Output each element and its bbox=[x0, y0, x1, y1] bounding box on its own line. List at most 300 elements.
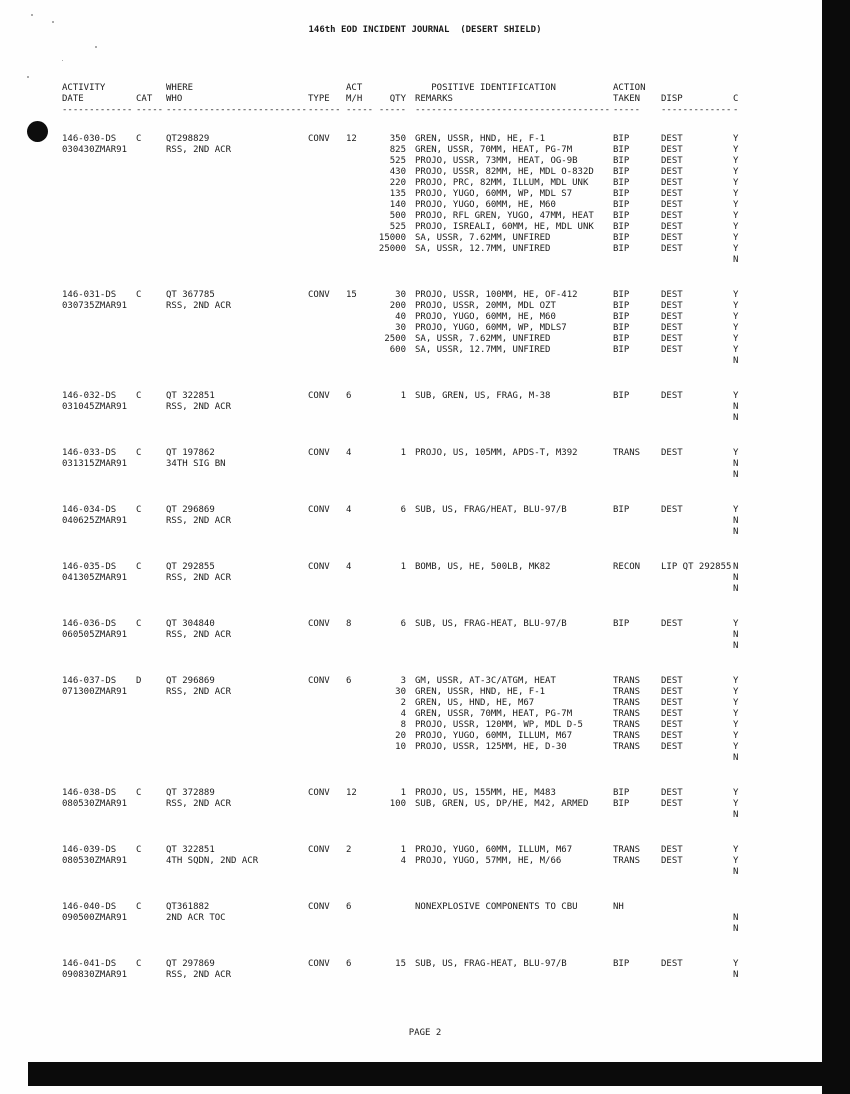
cell-mh bbox=[346, 233, 376, 244]
cell-taken: BIP bbox=[613, 134, 630, 144]
cell-date: 146-040-DS bbox=[62, 902, 117, 912]
cell-c: Y bbox=[733, 200, 739, 210]
cell-type bbox=[308, 459, 346, 470]
cell-remarks: PROJO, USSR, 125MM, HE, D-30 bbox=[415, 742, 567, 752]
cell-cat bbox=[136, 630, 166, 641]
cell-type bbox=[308, 244, 346, 255]
cell-disp: DEST bbox=[661, 290, 683, 300]
cell-c: Y bbox=[733, 156, 739, 166]
cell-disp: DEST bbox=[661, 312, 683, 322]
cell-who: RSS, 2ND ACR bbox=[166, 687, 232, 697]
cell-date bbox=[62, 810, 136, 821]
cell-c: Y bbox=[733, 233, 739, 243]
cell-mh bbox=[346, 200, 376, 211]
cell-disp: DEST bbox=[661, 856, 683, 866]
cell-c: Y bbox=[733, 856, 739, 866]
cell-cat bbox=[136, 799, 166, 810]
cell-remarks bbox=[406, 924, 613, 935]
cell-taken: BIP bbox=[613, 345, 630, 355]
cell-disp bbox=[661, 584, 733, 595]
cell-type: CONV bbox=[308, 959, 330, 969]
journal-row bbox=[62, 630, 762, 641]
journal-row bbox=[62, 573, 762, 584]
cell-c: N bbox=[733, 402, 739, 412]
cell-remarks: REMARKS bbox=[415, 94, 453, 104]
cell-who: RSS, 2ND ACR bbox=[166, 402, 232, 412]
cell-mh bbox=[346, 301, 376, 312]
cell-date bbox=[62, 255, 136, 266]
cell-taken: TRANS bbox=[613, 698, 641, 708]
cell-mh: 4 bbox=[346, 505, 352, 515]
cell-type bbox=[308, 323, 346, 334]
cell-c: N bbox=[733, 255, 739, 265]
cell-c: Y bbox=[733, 391, 739, 401]
cell-qty bbox=[376, 255, 406, 266]
cell-mh: 6 bbox=[346, 902, 352, 912]
cell-type: CONV bbox=[308, 448, 330, 458]
cell-taken: TRANS bbox=[613, 687, 641, 697]
cell-mh bbox=[346, 924, 376, 935]
cell-date bbox=[62, 709, 136, 720]
cell-qty bbox=[376, 867, 406, 878]
cell-c: N bbox=[733, 562, 739, 572]
cell-type bbox=[308, 156, 346, 167]
cell-who: RSS, 2ND ACR bbox=[166, 799, 232, 809]
cell-mh bbox=[346, 334, 376, 345]
cell-who: RSS, 2ND ACR bbox=[166, 516, 232, 526]
cell-cat bbox=[136, 584, 166, 595]
cell-who bbox=[166, 312, 308, 323]
cell-taken: TRANS bbox=[613, 845, 641, 855]
cell-taken: BIP bbox=[613, 200, 630, 210]
cell-who: -------------------------- bbox=[166, 105, 307, 115]
cell-type bbox=[308, 178, 346, 189]
cell-c: Y bbox=[733, 211, 739, 221]
cell-c bbox=[733, 902, 747, 913]
cell-disp bbox=[661, 902, 733, 913]
journal-row bbox=[62, 731, 762, 742]
journal-row bbox=[62, 788, 762, 799]
cell-remarks: SA, USSR, 12.7MM, UNFIRED bbox=[415, 244, 551, 254]
cell-cat: D bbox=[136, 676, 142, 686]
cell-c: N bbox=[733, 867, 739, 877]
cell-remarks: SUB, GREN, US, FRAG, M-38 bbox=[415, 391, 551, 401]
cell-mh bbox=[346, 222, 376, 233]
cell-c: N bbox=[733, 584, 739, 594]
cell-type bbox=[308, 334, 346, 345]
cell-c: Y bbox=[733, 134, 739, 144]
cell-qty: 825 bbox=[389, 145, 406, 155]
journal-row bbox=[62, 505, 762, 516]
cell-c: Y bbox=[733, 244, 739, 254]
cell-cat bbox=[136, 211, 166, 222]
journal-row bbox=[62, 167, 762, 178]
cell-qty: 600 bbox=[389, 345, 406, 355]
journal-entry bbox=[62, 959, 762, 981]
cell-qty bbox=[376, 459, 406, 470]
cell-mh bbox=[346, 641, 376, 652]
cell-disp: DEST bbox=[661, 145, 683, 155]
cell-mh bbox=[346, 584, 376, 595]
cell-disp: DEST bbox=[661, 676, 683, 686]
journal-entry bbox=[62, 505, 762, 538]
cell-mh: 8 bbox=[346, 619, 352, 629]
cell-type bbox=[308, 312, 346, 323]
cell-taken: BIP bbox=[613, 391, 630, 401]
cell-disp bbox=[661, 470, 733, 481]
cell-who bbox=[166, 641, 308, 652]
cell-cat: C bbox=[136, 845, 142, 855]
cell-date bbox=[62, 413, 136, 424]
cell-who bbox=[166, 334, 308, 345]
cell-date: ------------- bbox=[62, 105, 133, 115]
cell-qty: 25000 bbox=[378, 244, 406, 254]
cell-c: Y bbox=[733, 323, 739, 333]
cell-cat bbox=[136, 641, 166, 652]
journal-entry bbox=[62, 134, 762, 266]
cell-cat bbox=[136, 244, 166, 255]
cell-mh bbox=[346, 178, 376, 189]
cell-mh bbox=[346, 145, 376, 156]
cell-remarks bbox=[406, 584, 613, 595]
cell-type bbox=[308, 211, 346, 222]
cell-who bbox=[166, 867, 308, 878]
cell-who bbox=[166, 323, 308, 334]
cell-cat bbox=[136, 301, 166, 312]
cell-taken bbox=[613, 753, 661, 764]
journal-row bbox=[62, 391, 762, 402]
cell-c: Y bbox=[733, 189, 739, 199]
cell-disp: DEST bbox=[661, 788, 683, 798]
cell-type bbox=[308, 856, 346, 867]
cell-who: RSS, 2ND ACR bbox=[166, 970, 232, 980]
cell-disp bbox=[661, 810, 733, 821]
cell-cat bbox=[136, 178, 166, 189]
cell-cat bbox=[136, 145, 166, 156]
cell-c: Y bbox=[733, 178, 739, 188]
journal-row bbox=[62, 200, 762, 211]
cell-disp: DEST bbox=[661, 448, 683, 458]
cell-type bbox=[308, 200, 346, 211]
cell-remarks: PROJO, USSR, 20MM, MDL OZT bbox=[415, 301, 556, 311]
cell-mh bbox=[346, 527, 376, 538]
cell-date: 080530ZMAR91 bbox=[62, 856, 128, 866]
cell-taken: BIP bbox=[613, 290, 630, 300]
cell-who: QT 304840 bbox=[166, 619, 215, 629]
cell-qty: 135 bbox=[389, 189, 406, 199]
cell-who bbox=[166, 233, 308, 244]
cell-cat: C bbox=[136, 505, 142, 515]
cell-c: Y bbox=[733, 334, 739, 344]
cell-type bbox=[308, 742, 346, 753]
cell-disp: DEST bbox=[661, 178, 683, 188]
journal-row bbox=[62, 255, 762, 266]
cell-date bbox=[62, 584, 136, 595]
cell-who bbox=[166, 345, 308, 356]
cell-who bbox=[166, 200, 308, 211]
cell-disp: DEST bbox=[661, 134, 683, 144]
cell-taken: TAKEN bbox=[613, 94, 641, 104]
journal-row bbox=[62, 527, 762, 538]
cell-c: N bbox=[733, 810, 739, 820]
cell-remarks: PROJO, YUGO, 60MM, ILLUM, M67 bbox=[415, 845, 573, 855]
journal-row bbox=[62, 323, 762, 334]
cell-disp bbox=[661, 413, 733, 424]
cell-remarks: PROJO, YUGO, 60MM, HE, M60 bbox=[415, 200, 556, 210]
cell-who bbox=[166, 753, 308, 764]
cell-who bbox=[166, 413, 308, 424]
cell-type bbox=[308, 402, 346, 413]
cell-mh bbox=[346, 731, 376, 742]
cell-c: Y bbox=[733, 145, 739, 155]
cell-c: Y bbox=[733, 619, 739, 629]
cell-disp bbox=[661, 753, 733, 764]
cell-qty bbox=[376, 402, 406, 413]
cell-disp bbox=[661, 867, 733, 878]
cell-qty bbox=[376, 413, 406, 424]
cell-mh: 15 bbox=[346, 290, 357, 300]
cell-type bbox=[308, 810, 346, 821]
cell-disp: DEST bbox=[661, 233, 683, 243]
cell-taken: BIP bbox=[613, 619, 630, 629]
cell-qty: 430 bbox=[389, 167, 406, 177]
cell-cat bbox=[136, 345, 166, 356]
cell-taken: BIP bbox=[613, 323, 630, 333]
journal-row bbox=[62, 290, 762, 301]
cell-taken: BIP bbox=[613, 799, 630, 809]
cell-c: N bbox=[733, 630, 739, 640]
cell-mh bbox=[346, 698, 376, 709]
cell-taken bbox=[613, 402, 661, 413]
cell-type bbox=[308, 470, 346, 481]
journal-row bbox=[62, 470, 762, 481]
cell-date: 030735ZMAR91 bbox=[62, 301, 128, 311]
cell-date bbox=[62, 244, 136, 255]
cell-cat: C bbox=[136, 448, 142, 458]
journal-row bbox=[62, 641, 762, 652]
cell-remarks bbox=[406, 573, 613, 584]
cell-qty: 4 bbox=[400, 856, 406, 866]
cell-c: N bbox=[733, 356, 739, 366]
cell-remarks: PROJO, ISREALI, 60MM, HE, MDL UNK bbox=[415, 222, 594, 232]
cell-qty: 1 bbox=[400, 788, 406, 798]
cell-remarks bbox=[406, 970, 613, 981]
cell-c: N bbox=[733, 573, 739, 583]
scan-speck bbox=[31, 14, 33, 16]
journal-row bbox=[62, 856, 762, 867]
cell-remarks: PROJO, US, 105MM, APDS-T, M392 bbox=[415, 448, 578, 458]
cell-date: 146-034-DS bbox=[62, 505, 117, 515]
cell-mh: 6 bbox=[346, 959, 352, 969]
cell-cat bbox=[136, 356, 166, 367]
journal-row bbox=[62, 562, 762, 573]
cell-who: QT 372889 bbox=[166, 788, 215, 798]
cell-c: Y bbox=[733, 845, 739, 855]
cell-remarks: PROJO, YUGO, 60MM, WP, MDL S7 bbox=[415, 189, 573, 199]
cell-taken: BIP bbox=[613, 788, 630, 798]
cell-mh: 4 bbox=[346, 448, 352, 458]
journal-row bbox=[62, 924, 762, 935]
cell-disp: DEST bbox=[661, 200, 683, 210]
journal-row bbox=[62, 448, 762, 459]
cell-qty: 2 bbox=[400, 698, 406, 708]
cell-type bbox=[308, 83, 346, 94]
cell-qty: 3 bbox=[400, 676, 406, 686]
cell-c: Y bbox=[733, 345, 739, 355]
cell-who: QT361882 bbox=[166, 902, 210, 912]
cell-qty: 15000 bbox=[378, 233, 406, 243]
incident-journal-table bbox=[62, 83, 762, 1005]
cell-cat bbox=[136, 742, 166, 753]
cell-type bbox=[308, 913, 346, 924]
cell-cat bbox=[136, 709, 166, 720]
cell-remarks: SUB, US, FRAG-HEAT, BLU-97/B bbox=[415, 959, 567, 969]
cell-qty bbox=[376, 83, 406, 94]
cell-type: CONV bbox=[308, 845, 330, 855]
cell-remarks: PROJO, PRC, 82MM, ILLUM, MDL UNK bbox=[415, 178, 589, 188]
cell-remarks bbox=[406, 867, 613, 878]
cell-taken bbox=[613, 356, 661, 367]
journal-row bbox=[62, 742, 762, 753]
cell-mh: ACT bbox=[346, 83, 363, 93]
journal-row bbox=[62, 709, 762, 720]
cell-disp bbox=[661, 356, 733, 367]
journal-row bbox=[62, 459, 762, 470]
cell-type: CONV bbox=[308, 562, 330, 572]
cell-c: Y bbox=[733, 720, 739, 730]
cell-date: 090830ZMAR91 bbox=[62, 970, 128, 980]
cell-c: Y bbox=[733, 448, 739, 458]
cell-c: C bbox=[733, 94, 739, 104]
cell-date: 031045ZMAR91 bbox=[62, 402, 128, 412]
cell-mh bbox=[346, 189, 376, 200]
cell-cat: C bbox=[136, 902, 142, 912]
cell-cat bbox=[136, 687, 166, 698]
cell-date: 071300ZMAR91 bbox=[62, 687, 128, 697]
cell-qty: 100 bbox=[389, 799, 406, 809]
cell-cat bbox=[136, 470, 166, 481]
cell-mh bbox=[346, 323, 376, 334]
cell-mh: 4 bbox=[346, 562, 352, 572]
cell-disp: DEST bbox=[661, 720, 683, 730]
cell-taken: BIP bbox=[613, 233, 630, 243]
cell-qty: QTY bbox=[389, 94, 406, 104]
cell-c: Y bbox=[733, 799, 739, 809]
cell-remarks bbox=[406, 913, 613, 924]
cell-date: 146-038-DS bbox=[62, 788, 117, 798]
cell-who: QT298829 bbox=[166, 134, 210, 144]
cell-c: N bbox=[733, 753, 739, 763]
cell-mh bbox=[346, 255, 376, 266]
cell-cat: C bbox=[136, 391, 142, 401]
cell-taken: RECON bbox=[613, 562, 641, 572]
cell-qty: 1 bbox=[400, 448, 406, 458]
cell-date bbox=[62, 211, 136, 222]
cell-remarks: GREN, US, HND, HE, M67 bbox=[415, 698, 535, 708]
cell-taken bbox=[613, 810, 661, 821]
cell-taken: BIP bbox=[613, 959, 630, 969]
cell-disp: DEST bbox=[661, 959, 683, 969]
cell-mh bbox=[346, 167, 376, 178]
scan-speck bbox=[52, 21, 54, 23]
scan-speck bbox=[62, 60, 63, 61]
cell-date: 146-039-DS bbox=[62, 845, 117, 855]
cell-type bbox=[308, 799, 346, 810]
cell-date bbox=[62, 189, 136, 200]
cell-cat bbox=[136, 731, 166, 742]
cell-taken: TRANS bbox=[613, 448, 641, 458]
cell-disp: DEST bbox=[661, 222, 683, 232]
cell-qty: 500 bbox=[389, 211, 406, 221]
cell-disp bbox=[661, 630, 733, 641]
cell-cat bbox=[136, 83, 166, 94]
cell-taken bbox=[613, 413, 661, 424]
journal-row bbox=[62, 345, 762, 356]
cell-cat bbox=[136, 312, 166, 323]
cell-taken: BIP bbox=[613, 244, 630, 254]
cell-mh: 2 bbox=[346, 845, 352, 855]
cell-mh bbox=[346, 867, 376, 878]
cell-disp: DEST bbox=[661, 742, 683, 752]
cell-qty: 2500 bbox=[384, 334, 406, 344]
cell-disp bbox=[661, 573, 733, 584]
cell-qty bbox=[376, 516, 406, 527]
cell-disp: DEST bbox=[661, 323, 683, 333]
cell-type bbox=[308, 970, 346, 981]
cell-cat: C bbox=[136, 134, 142, 144]
cell-date bbox=[62, 323, 136, 334]
header-row bbox=[62, 83, 762, 94]
cell-type bbox=[308, 709, 346, 720]
cell-qty: 525 bbox=[389, 156, 406, 166]
cell-disp: DEST bbox=[661, 845, 683, 855]
cell-date bbox=[62, 641, 136, 652]
cell-taken: BIP bbox=[613, 505, 630, 515]
cell-type bbox=[308, 687, 346, 698]
cell-date: 146-031-DS bbox=[62, 290, 117, 300]
cell-who bbox=[166, 178, 308, 189]
cell-qty: 30 bbox=[395, 687, 406, 697]
cell-taken bbox=[613, 516, 661, 527]
cell-disp bbox=[661, 970, 733, 981]
cell-date bbox=[62, 742, 136, 753]
cell-qty: 1 bbox=[400, 391, 406, 401]
cell-disp: LIP QT 292855 bbox=[661, 562, 732, 572]
cell-remarks bbox=[406, 753, 613, 764]
cell-mh bbox=[346, 970, 376, 981]
cell-who bbox=[166, 211, 308, 222]
cell-qty bbox=[376, 913, 406, 924]
cell-disp: DEST bbox=[661, 167, 683, 177]
cell-who: QT 367785 bbox=[166, 290, 215, 300]
cell-remarks: PROJO, USSR, 82MM, HE, MDL O-832D bbox=[415, 167, 594, 177]
cell-who bbox=[166, 742, 308, 753]
cell-type: CONV bbox=[308, 902, 330, 912]
cell-type: CONV bbox=[308, 134, 330, 144]
cell-mh bbox=[346, 413, 376, 424]
cell-c: Y bbox=[733, 290, 739, 300]
cell-taken bbox=[613, 641, 661, 652]
cell-cat: CAT bbox=[136, 94, 153, 104]
cell-date bbox=[62, 356, 136, 367]
cell-date: 146-032-DS bbox=[62, 391, 117, 401]
cell-cat bbox=[136, 516, 166, 527]
cell-taken: TRANS bbox=[613, 709, 641, 719]
cell-type bbox=[308, 516, 346, 527]
cell-c: Y bbox=[733, 788, 739, 798]
cell-date: 030430ZMAR91 bbox=[62, 145, 128, 155]
cell-cat bbox=[136, 698, 166, 709]
